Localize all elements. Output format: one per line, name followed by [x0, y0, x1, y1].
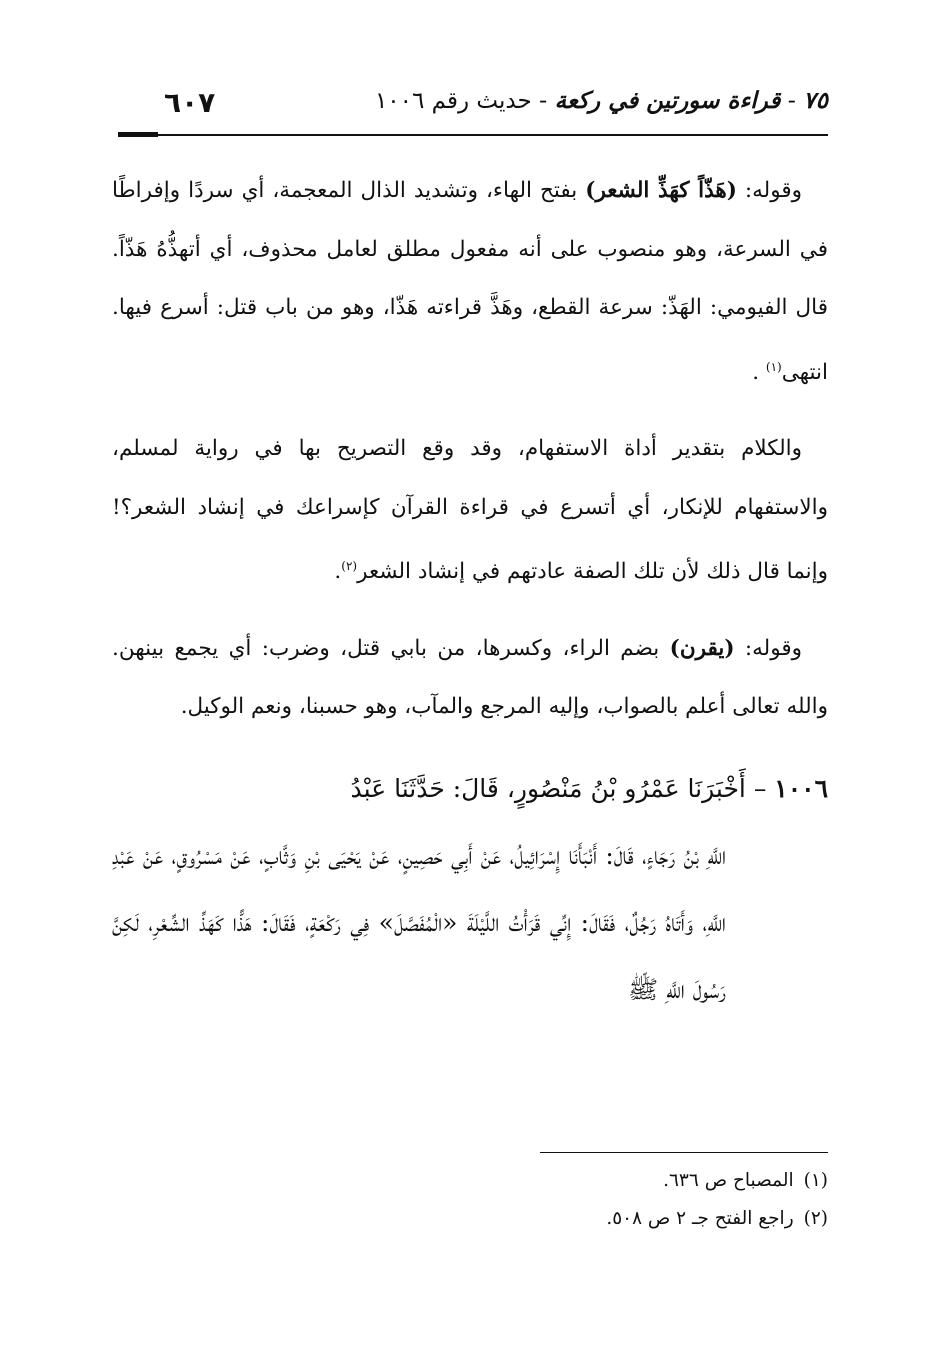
hadith-reference: حديث رقم ١٠٠٦: [374, 88, 532, 114]
footnote-mark: (٢): [803, 1208, 828, 1229]
footnotes: [112, 1162, 828, 1238]
hadith-number: ١٠٠٦: [774, 773, 828, 803]
footnote-separator: [540, 1152, 828, 1153]
footnote-text: راجع الفتح جـ ٢ ص ٥٠٨.: [606, 1208, 794, 1229]
commentary-paragraph: وقوله: (هَذّاً كهَذِّ الشعر) بفتح الهاء، وتشديد الذال المعجمة، أي سردًا وإفراطًا في السرعة، وهو منصوب على أنه مفعول مطلق لعامل محذوف، أي أتهذُّهُ هَذّاً. قال الفيومي: الهَذّ: سرعة القطع، وهَذَّ قراءته هَذّا، وهو من باب قتل: أسرع فيها. انتهى$^{(١)}$ .: [112, 178, 828, 385]
header-rule: [118, 134, 828, 136]
footnote-item: [112, 1200, 828, 1238]
commentary-paragraph: وقوله: (يقرن) بضم الراء، وكسرها، من بابي قتل، وضرب: أي يجمع بينهن. والله تعالى أعلم بالصواب، وإليه المرجع والمآب، وهو حسبنا، ونعم الوكيل.: [112, 635, 828, 720]
footnote-text: المصباح ص ٦٣٦.: [663, 1170, 794, 1191]
commentary-paragraph: والكلام بتقدير أداة الاستفهام، وقد وقع التصريح بها في رواية لمسلم، والاستفهام للإنكار، أي أتسرع في قراءة القرآن كإسراعك في إنشاد الشعر؟! وإنما قال ذلك لأن تلك الصفة عادتهم في إنشاد الشعر$^{(٢)}$.: [112, 436, 828, 585]
footnote-ref: (٢): [341, 559, 358, 574]
chapter-heading: ٧٥ - قراءة سورتين في ركعة - حديث رقم ١٠٠٦: [374, 88, 828, 114]
footnote-item: [112, 1162, 828, 1200]
main-text: [112, 162, 828, 1041]
header-rule-accent: [118, 132, 158, 137]
footnote-ref: (١): [765, 359, 782, 374]
quoted-phrase: (هَذّاً كهَذِّ الشعر): [585, 178, 737, 203]
chapter-number: ٧٥: [803, 88, 828, 114]
chapter-title: قراءة سورتين في ركعة: [554, 88, 781, 114]
hadith-chain: اللَّهِ بْنُ رَجَاءٍ، قَالَ: أَنْبَأَنَا إِسْرَائِيلُ، عَنْ أَبِي حَصِينٍ، عَنْ يَحْيَى بْنِ وَثَّابٍ، عَنْ مَسْرُوقٍ، عَنْ عَبْدِ اللَّهِ، وَأَتَاهُ رَجُلٌ، فَقَالَ: إِنِّي قَرَأْتُ اللَّيْلَةَ «الْمُفَصَّلَ» فِي رَكْعَةٍ، فَقَالَ: هَذًّا كَهَذِّ الشِّعْرِ، لَكِنَّ رَسُولَ اللَّهِ ﷺ: [112, 840, 726, 1004]
quoted-phrase: (يقرن): [669, 635, 735, 661]
running-header: [118, 84, 828, 136]
page-number: ٦٠٧: [164, 86, 216, 119]
footnote-mark: (١): [803, 1170, 828, 1191]
hadith-chain-start: أَخْبَرَنَا عَمْرُو بْنُ مَنْصُورٍ، قَالَ: حَدَّثَنَا عَبْدُ: [350, 773, 746, 803]
hadith-text: ١٠٠٦ – أَخْبَرَنَا عَمْرُو بْنُ مَنْصُورٍ، قَالَ: حَدَّثَنَا عَبْدُ اللَّهِ بْنُ رَجَاءٍ، قَالَ: أَنْبَأَنَا إِسْرَائِيلُ، عَنْ أَبِي حَصِينٍ، عَنْ يَحْيَى بْنِ وَثَّابٍ، عَنْ مَسْرُوقٍ، عَنْ عَبْدِ اللَّهِ، وَأَتَاهُ رَجُلٌ، فَقَالَ: إِنِّي قَرَأْتُ اللَّيْلَةَ «الْمُفَصَّلَ» فِي رَكْعَةٍ، فَقَالَ: هَذًّا كَهَذِّ الشِّعْرِ، لَكِنَّ رَسُولَ اللَّهِ ﷺ: [112, 755, 828, 1023]
